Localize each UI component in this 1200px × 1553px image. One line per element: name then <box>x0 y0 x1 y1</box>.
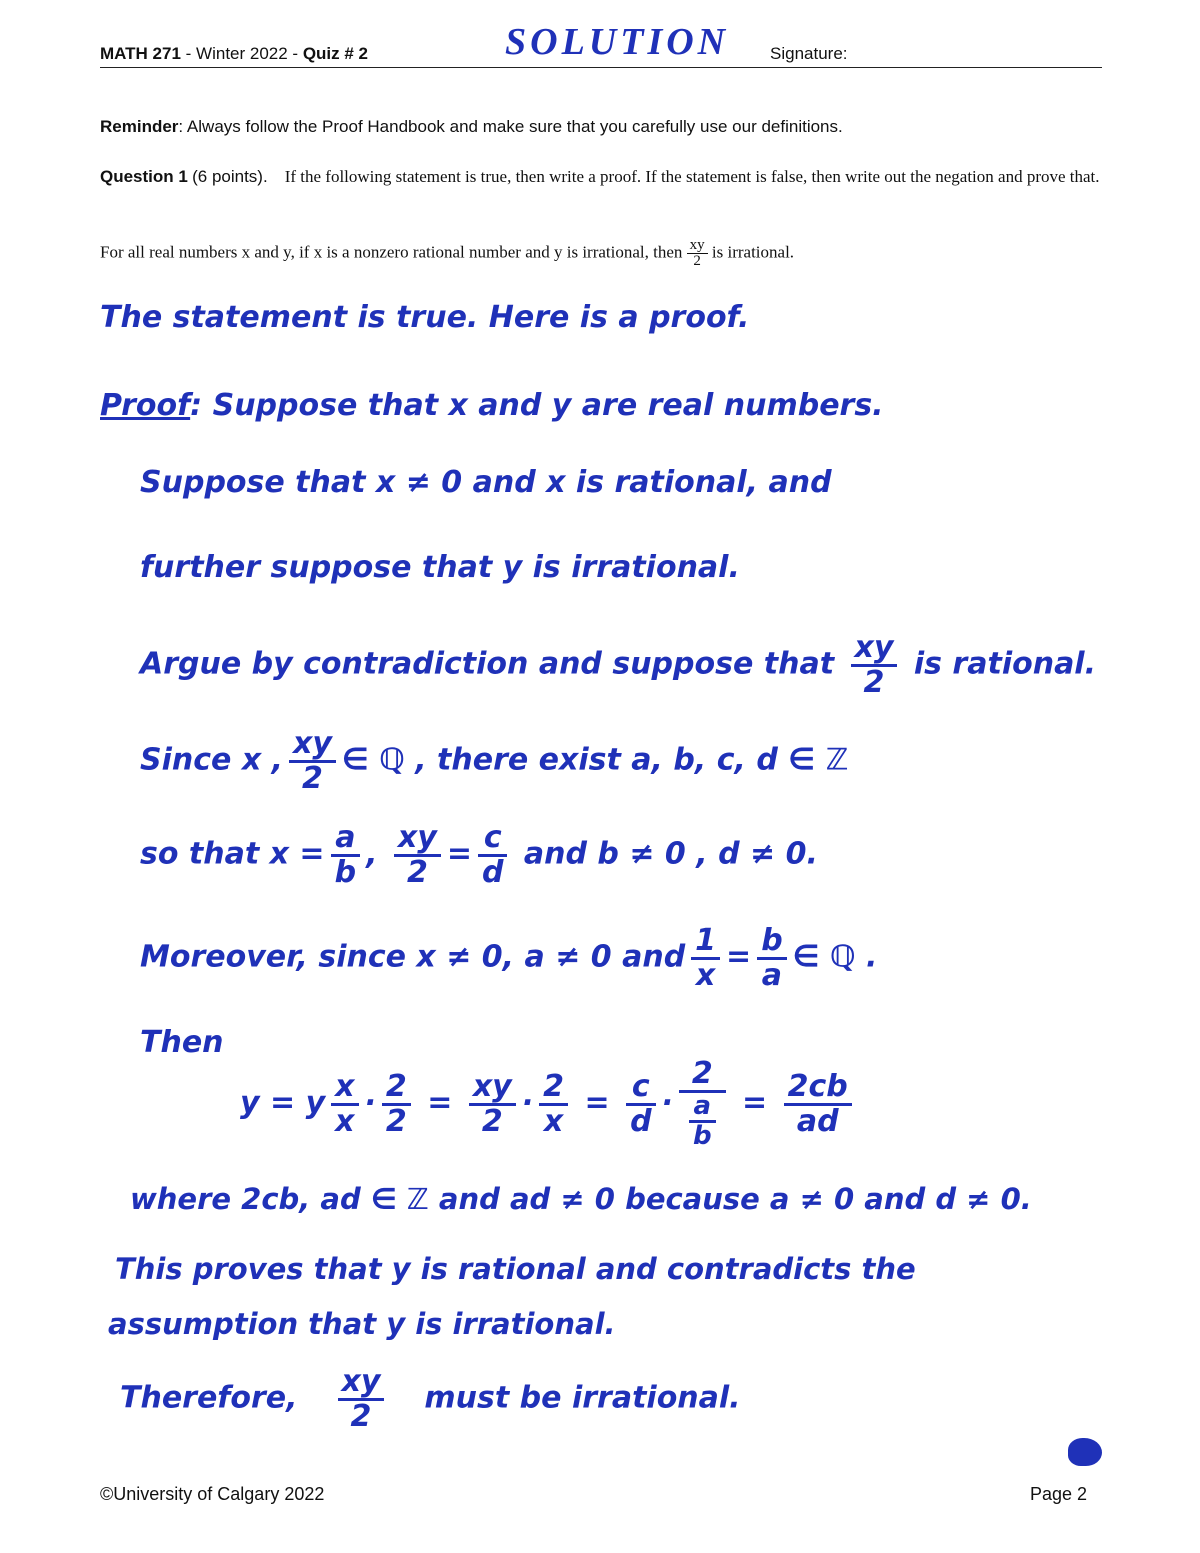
line13-denominator: 2 <box>350 1398 372 1434</box>
line8-a: a <box>761 957 783 993</box>
eq-x1: x <box>331 1071 358 1106</box>
eq-2a: 2 <box>481 1103 503 1139</box>
line8-b: b <box>757 925 786 960</box>
line6-numerator: xy <box>289 728 336 763</box>
eq-frac-xx <box>331 1071 358 1137</box>
solution-line-12: assumption that y is irrational. <box>108 1307 616 1341</box>
solution-line-3: Suppose that x ≠ 0 and x is rational, and <box>140 465 832 500</box>
solution-line-2 <box>100 388 884 423</box>
question-prompt: If the following statement is true, then write a proof. If the statement is false, then write out the negation and prove that. <box>284 167 1100 186</box>
line7-frac-xy <box>394 822 441 888</box>
eq-frac-2cb-ad <box>784 1071 852 1137</box>
line8-1: 1 <box>691 925 720 960</box>
eq-2cb: 2cb <box>784 1071 852 1106</box>
solution-line-7 <box>140 822 818 888</box>
term: - Winter 2022 - <box>180 44 303 63</box>
signature-label: Signature: <box>770 44 848 63</box>
eq-d: d <box>630 1103 652 1139</box>
line7-b: b <box>334 854 357 890</box>
eq-2b: 2 <box>539 1071 568 1106</box>
line7-equals: = <box>446 836 472 872</box>
eq-frac-22 <box>382 1071 411 1137</box>
eq-2c: 2 <box>679 1058 726 1093</box>
reminder-label: Reminder <box>100 117 179 136</box>
line8-post: ∈ ℚ . <box>792 939 878 975</box>
line5-denominator: 2 <box>863 664 885 700</box>
line6-denominator: 2 <box>302 760 323 796</box>
line8-frac-1x <box>691 925 720 991</box>
ink-blot-mark <box>1068 1438 1102 1466</box>
solution-equation <box>240 1058 858 1150</box>
question-label: Question 1 <box>100 167 188 186</box>
eq-c: c <box>626 1071 655 1106</box>
line6-fraction <box>289 728 336 794</box>
proof-label: Proof <box>100 388 191 423</box>
solution-line-1: The statement is true. Here is a proof. <box>100 300 750 335</box>
line7-pre: so that x = <box>140 836 325 872</box>
solution-line-9: Then <box>140 1025 224 1060</box>
eq-dot2: · <box>521 1085 534 1121</box>
header-rule <box>100 67 1102 68</box>
line8-x: x <box>695 957 716 993</box>
eq-xb: x <box>543 1103 564 1139</box>
line7-a: a <box>331 822 360 857</box>
line8-pre: Moreover, since x ≠ 0, a ≠ 0 and <box>140 939 686 975</box>
page-number: Page 2 <box>1030 1484 1088 1504</box>
line13-fraction <box>338 1366 385 1432</box>
solution-line-4: further suppose that y is irrational. <box>140 550 740 585</box>
line7-2: 2 <box>406 854 428 890</box>
line13-numerator: xy <box>338 1366 385 1401</box>
line7-c: c <box>478 822 507 857</box>
copyright: ©University of Calgary 2022 <box>100 1484 325 1504</box>
eq-equals-3: = <box>742 1085 768 1121</box>
eq-frac-2-ab <box>679 1058 726 1150</box>
statement-fraction <box>687 238 708 269</box>
line6-pre: Since x , <box>140 742 284 778</box>
eq-frac-xy2 <box>469 1071 516 1137</box>
question-points: (6 points). <box>192 167 268 186</box>
reminder-text: : Always follow the Proof Handbook and make sure that you carefully use our definitions. <box>178 117 843 136</box>
eq-ab-b: b <box>692 1120 712 1151</box>
line8-equals: = <box>726 939 752 975</box>
eq-xy: xy <box>469 1071 516 1106</box>
statement-pre: For all real numbers x and y, if x is a nonzero rational number and y is irrational, then <box>100 242 687 262</box>
solution-line-11: This proves that y is rational and contradicts the <box>115 1252 916 1286</box>
eq-dot3: · <box>661 1085 673 1121</box>
course-header <box>100 44 368 64</box>
quiz-number: Quiz # 2 <box>302 44 368 63</box>
eq-frac-cd <box>626 1071 655 1137</box>
line5-fraction <box>851 632 898 698</box>
eq-frac-2x <box>539 1071 568 1137</box>
eq-2-1: 2 <box>382 1071 411 1106</box>
eq-frac-ab <box>689 1090 716 1151</box>
line7-d: d <box>481 854 504 890</box>
question-statement <box>100 238 794 269</box>
fraction-numerator: xy <box>687 238 708 254</box>
line7-post: and b ≠ 0 , d ≠ 0. <box>523 836 818 872</box>
solution-line-13 <box>120 1366 741 1432</box>
question-1 <box>100 164 1102 190</box>
fraction-denominator: 2 <box>693 253 701 269</box>
line13-post: must be irrational. <box>424 1380 741 1416</box>
line5-post: is rational. <box>903 646 1096 682</box>
line13-pre: Therefore, <box>120 1380 298 1416</box>
course-code: MATH 271 <box>100 44 181 63</box>
eq-x2: x <box>335 1103 355 1139</box>
reminder <box>100 117 843 137</box>
solution-line-5 <box>140 632 1096 698</box>
line7-frac-cd <box>478 822 507 888</box>
eq-ab-a: a <box>689 1093 716 1123</box>
line7-comma: , <box>366 836 378 872</box>
line5-pre: Argue by contradiction and suppose that <box>140 646 845 682</box>
proof-intro: : Suppose that x and y are real numbers. <box>190 388 884 423</box>
eq-2-2: 2 <box>385 1103 407 1139</box>
line5-numerator: xy <box>851 632 898 667</box>
eq-dot1: · <box>364 1085 376 1121</box>
eq-ab-nested <box>679 1090 726 1151</box>
line8-frac-ba <box>757 925 786 991</box>
solution-title: SOLUTION <box>505 21 730 63</box>
line7-xy: xy <box>394 822 441 857</box>
solution-line-8 <box>140 925 877 991</box>
solution-line-10: where 2cb, ad ∈ ℤ and ad ≠ 0 because a ≠ 0 and d ≠ 0. <box>130 1182 1032 1216</box>
eq-equals-2: = <box>584 1085 610 1121</box>
eq-equals-1: = <box>427 1085 453 1121</box>
line6-post: ∈ ℚ , there exist a, b, c, d ∈ ℤ <box>341 742 849 778</box>
solution-line-6 <box>140 728 848 794</box>
line7-frac-ab <box>331 822 360 888</box>
statement-post: is irrational. <box>707 242 795 262</box>
eq-ad: ad <box>796 1103 839 1139</box>
eq-y: y = y <box>240 1085 326 1121</box>
